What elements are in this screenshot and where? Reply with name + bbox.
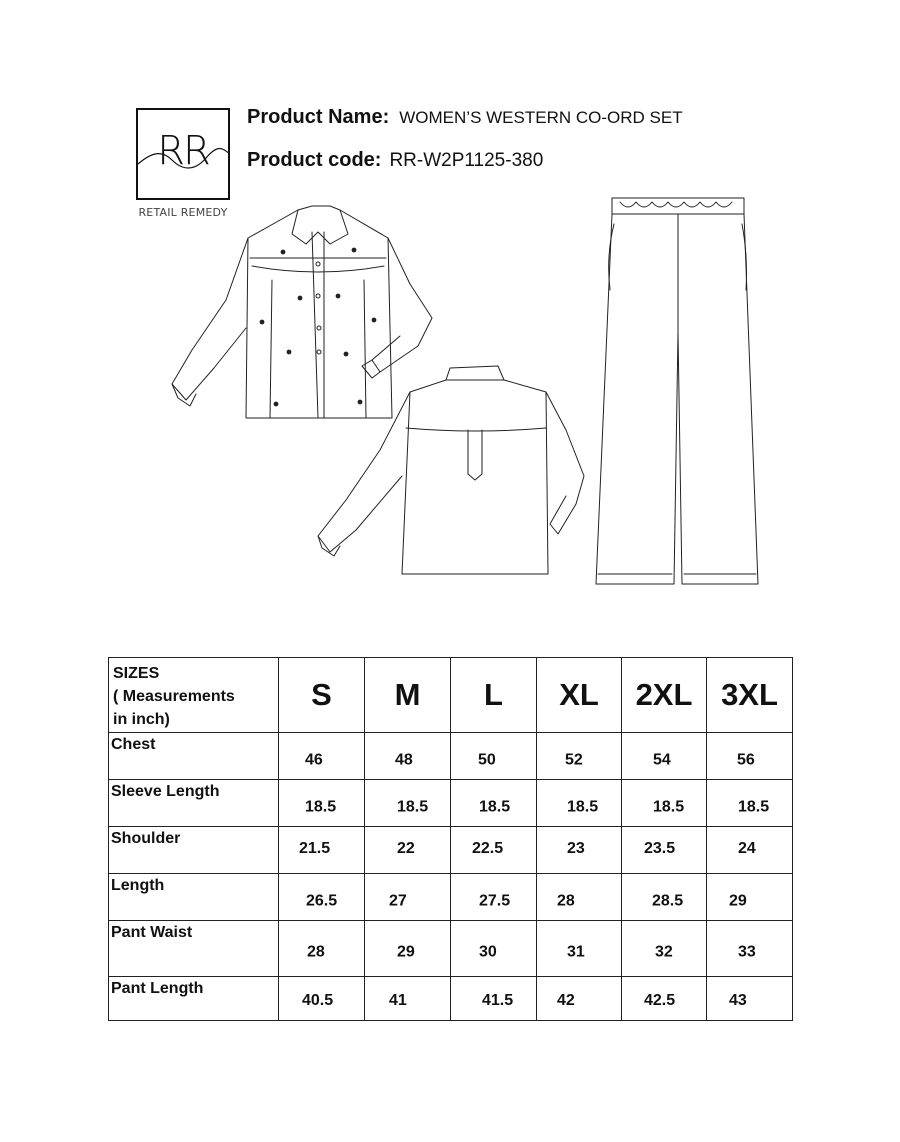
table-cell: 28 xyxy=(279,921,365,977)
table-cell: 27.5 xyxy=(451,874,537,921)
row-label-shoulder: Shoulder xyxy=(109,827,279,874)
size-header-m: M xyxy=(365,658,451,733)
table-cell: 54 xyxy=(622,733,707,780)
table-cell: 46 xyxy=(279,733,365,780)
table-cell: 43 xyxy=(707,977,793,1021)
size-chart-header-row xyxy=(109,658,793,733)
table-cell: 23.5 xyxy=(622,827,707,874)
size-header-xl: XL xyxy=(537,658,622,733)
table-cell: 22.5 xyxy=(451,827,537,874)
table-cell: 50 xyxy=(451,733,537,780)
size-chart-table xyxy=(108,657,793,1021)
table-row xyxy=(109,780,793,827)
shirt-front-sketch xyxy=(172,206,432,418)
table-cell: 28.5 xyxy=(622,874,707,921)
table-row xyxy=(109,921,793,977)
size-header-3xl: 3XL xyxy=(707,658,793,733)
table-cell: 26.5 xyxy=(279,874,365,921)
table-cell: 18.5 xyxy=(707,780,793,827)
table-cell: 23 xyxy=(537,827,622,874)
header-label-line: ( Measurements xyxy=(113,688,235,705)
table-cell: 29 xyxy=(707,874,793,921)
row-label-length: Length xyxy=(109,874,279,921)
table-row xyxy=(109,827,793,874)
table-cell: 40.5 xyxy=(279,977,365,1021)
table-cell: 29 xyxy=(365,921,451,977)
table-cell: 21.5 xyxy=(279,827,365,874)
table-cell: 18.5 xyxy=(537,780,622,827)
row-label-pant-waist: Pant Waist xyxy=(109,921,279,977)
table-row xyxy=(109,977,793,1021)
table-cell: 28 xyxy=(537,874,622,921)
size-header-s: S xyxy=(279,658,365,733)
table-cell: 56 xyxy=(707,733,793,780)
header-label-line: in inch) xyxy=(113,711,170,728)
table-row xyxy=(109,733,793,780)
product-name-value: WOMEN’S WESTERN CO-ORD SET xyxy=(399,108,683,127)
header-label-line: SIZES xyxy=(113,665,160,682)
row-label-sleeve-length: Sleeve Length xyxy=(109,780,279,827)
table-cell: 18.5 xyxy=(365,780,451,827)
table-cell: 30 xyxy=(451,921,537,977)
table-cell: 41 xyxy=(365,977,451,1021)
logo-caption: RETAIL REMEDY xyxy=(138,206,228,219)
table-cell: 18.5 xyxy=(279,780,365,827)
product-name-label: Product Name: xyxy=(247,106,390,128)
row-label-pant-length: Pant Length xyxy=(109,977,279,1021)
table-row xyxy=(109,874,793,921)
table-cell: 31 xyxy=(537,921,622,977)
product-code-value: RR-W2P1125-380 xyxy=(389,150,544,171)
table-cell: 24 xyxy=(707,827,793,874)
table-cell: 22 xyxy=(365,827,451,874)
product-code-label: Product code: xyxy=(247,149,382,171)
table-cell: 27 xyxy=(365,874,451,921)
table-cell: 52 xyxy=(537,733,622,780)
table-cell: 18.5 xyxy=(622,780,707,827)
table-cell: 42 xyxy=(537,977,622,1021)
table-cell: 33 xyxy=(707,921,793,977)
size-header-l: L xyxy=(451,658,537,733)
table-cell: 42.5 xyxy=(622,977,707,1021)
pants-sketch xyxy=(596,198,758,584)
size-chart-header-label xyxy=(109,658,279,733)
shirt-back-sketch xyxy=(318,366,584,574)
logo-letters: RR xyxy=(157,128,209,174)
table-cell: 18.5 xyxy=(451,780,537,827)
table-cell: 41.5 xyxy=(451,977,537,1021)
table-cell: 32 xyxy=(622,921,707,977)
row-label-chest: Chest xyxy=(109,733,279,780)
size-header-2xl: 2XL xyxy=(622,658,707,733)
table-cell: 48 xyxy=(365,733,451,780)
